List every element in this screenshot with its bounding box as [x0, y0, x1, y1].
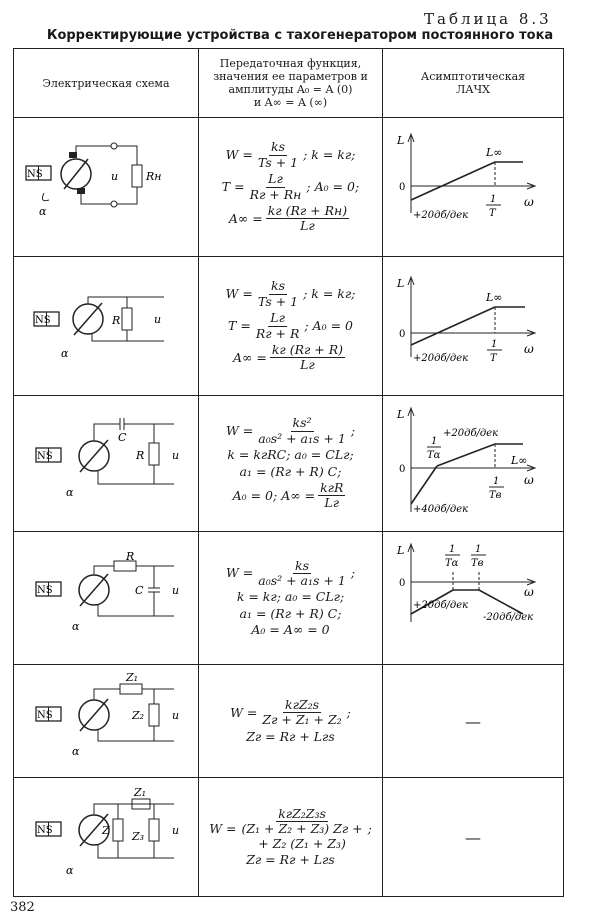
svg-text:u: u: [172, 449, 180, 462]
svg-text:-20дб/дек: -20дб/дек: [483, 612, 534, 623]
lachh-cell: [383, 532, 564, 665]
correcting-devices-table: [13, 48, 564, 897]
svg-text:ω: ω: [524, 473, 534, 487]
svg-text:0: 0: [399, 578, 406, 589]
formula-cell: W = $\frac{ks}{\text{a₀s² + a₁s + 1}}$ ; k = kг; a₀ = CLг; a₁ = (Rг + R) C; A₀ = A∞ = 0: [199, 532, 383, 665]
formula-cell: W = kгZ₂Z₃s (Z₁ + Z₂ + Z₃) Zг + + Z₂ (Z₁ + Z₃) ; Zг = Rг + Lгs: [199, 778, 383, 897]
svg-text:+20дб/дек: +20дб/дек: [443, 428, 499, 439]
svg-text:1: 1: [493, 476, 500, 487]
svg-text:L: L: [397, 408, 405, 421]
svg-text:NS: NS: [37, 585, 53, 596]
svg-text:ω: ω: [524, 342, 534, 356]
table-row: [14, 396, 564, 532]
header-lachh: Асимптотическая ЛАЧХ: [383, 49, 564, 118]
circuit-cell: [14, 118, 199, 257]
svg-text:0: 0: [399, 464, 406, 475]
lachh-plot: [383, 257, 562, 391]
svg-text:0: 0: [399, 182, 406, 193]
svg-text:Z₃: Z₃: [132, 830, 145, 843]
svg-text:1: 1: [491, 339, 498, 350]
svg-text:ω: ω: [524, 585, 534, 599]
formula-cell: W = $\frac{\text{kгZ₂s}}{\text{Zг + Z₁ + Z₂}}$ ; Zг = Rг + Lгs: [199, 665, 383, 778]
table-row: [14, 778, 564, 897]
empty-dash: —: [465, 827, 481, 847]
svg-text:1: 1: [475, 544, 482, 555]
lachh-cell: [383, 118, 564, 257]
svg-text:Tα: Tα: [427, 450, 441, 461]
svg-text:R: R: [112, 314, 121, 327]
svg-text:NS: NS: [35, 315, 51, 326]
svg-text:1: 1: [490, 194, 497, 205]
lachh-cell: [383, 665, 564, 778]
circuit-diagram: [14, 778, 197, 892]
svg-text:L: L: [397, 544, 405, 557]
svg-text:α: α: [39, 205, 47, 218]
lachh-cell: [383, 778, 564, 897]
svg-text:u: u: [172, 584, 180, 597]
svg-text:NS: NS: [37, 710, 53, 721]
empty-dash: —: [465, 711, 481, 731]
circuit-diagram: [14, 532, 197, 660]
svg-text:C: C: [135, 584, 144, 597]
svg-text:+20дб/дек: +20дб/дек: [413, 600, 469, 611]
svg-text:L∞: L∞: [511, 454, 528, 467]
lachh-cell: [383, 396, 564, 532]
svg-text:R: R: [126, 550, 135, 563]
svg-text:NS: NS: [37, 451, 53, 462]
lachh-cell: [383, 257, 564, 396]
svg-text:u: u: [172, 824, 180, 837]
formula-cell: W = $\frac{\text{ks²}}{\text{a₀s² + a₁s + 1}}$ ; k = kгRC; a₀ = CLг; a₁ = (Rг + R) C; A₀ = 0; A∞ = $\frac{\text{kгR}}{Lг}$: [199, 396, 383, 532]
circuit-cell: [14, 396, 199, 532]
svg-text:T: T: [489, 208, 496, 219]
circuit-diagram: [14, 396, 197, 527]
svg-text:Z₂: Z₂: [132, 709, 145, 722]
svg-text:α: α: [72, 745, 80, 758]
svg-text:Z: Z: [102, 824, 110, 837]
circuit-diagram: [14, 257, 197, 391]
svg-text:ω: ω: [524, 195, 534, 209]
svg-text:u: u: [111, 170, 119, 183]
svg-text:L: L: [397, 134, 405, 147]
table-row: [14, 257, 564, 396]
svg-text:0: 0: [399, 329, 406, 340]
header-transfer-function: Передаточная функция, значения ее параметров и амплитуды A₀ = A (0) и A∞ = A (∞): [199, 49, 383, 118]
table-row: [14, 532, 564, 665]
svg-text:α: α: [66, 486, 74, 499]
svg-text:+40дб/дек: +40дб/дек: [413, 504, 469, 515]
lachh-plot: [383, 396, 562, 527]
table-row: [14, 665, 564, 778]
page-number: 382: [10, 900, 35, 915]
svg-text:Z₁: Z₁: [134, 786, 147, 799]
svg-text:+20дб/дек: +20дб/дек: [413, 353, 469, 364]
svg-text:T: T: [490, 353, 497, 364]
svg-text:Tα: Tα: [445, 558, 459, 569]
table-row: [14, 118, 564, 257]
svg-text:α: α: [72, 620, 80, 633]
table-caption: Корректирующие устройства с тахогенератором постоянного тока: [46, 28, 554, 43]
svg-text:R: R: [136, 449, 145, 462]
svg-text:α: α: [66, 864, 74, 877]
svg-text:Tв: Tв: [471, 558, 484, 569]
svg-text:α: α: [61, 347, 69, 360]
header-row: [14, 49, 564, 118]
svg-text:Rн: Rн: [146, 170, 162, 183]
svg-text:C: C: [118, 431, 127, 444]
header-circuit: Электрическая схема: [14, 49, 199, 118]
svg-text:NS: NS: [37, 825, 53, 836]
formula-cell: W = $\frac{ks}{Ts + 1}$ ; k = kг; T = $\frac{Lг}{Rг + R}$ ; A₀ = 0 A∞ = $\frac{kг (Rг + R)}{Lг}$: [199, 257, 383, 396]
svg-text:Z₁: Z₁: [126, 671, 139, 684]
circuit-diagram: [14, 118, 197, 252]
circuit-cell: [14, 257, 199, 396]
svg-text:u: u: [154, 313, 162, 326]
lachh-plot: [383, 532, 562, 660]
svg-text:u: u: [172, 709, 180, 722]
svg-text:L: L: [397, 277, 405, 290]
table-number: Таблица 8.3: [424, 10, 552, 28]
formula-cell: W = $\frac{ks}{Ts + 1}$ ; k = kг; T = $\frac{Lг}{Rг + Rн}$ ; A₀ = 0; A∞ = $\frac{kг (Rг + Rн)}{Lг}$: [199, 118, 383, 257]
circuit-cell: [14, 778, 199, 897]
svg-text:L∞: L∞: [486, 291, 503, 304]
svg-text:NS: NS: [27, 169, 43, 180]
svg-text:1: 1: [449, 544, 456, 555]
svg-text:+20дб/дек: +20дб/дек: [413, 210, 469, 221]
svg-text:1: 1: [431, 436, 438, 447]
circuit-cell: [14, 665, 199, 778]
circuit-diagram: [14, 665, 197, 773]
lachh-plot: [383, 118, 562, 252]
svg-text:Tв: Tв: [489, 490, 502, 501]
circuit-cell: [14, 532, 199, 665]
svg-text:L∞: L∞: [486, 146, 503, 159]
